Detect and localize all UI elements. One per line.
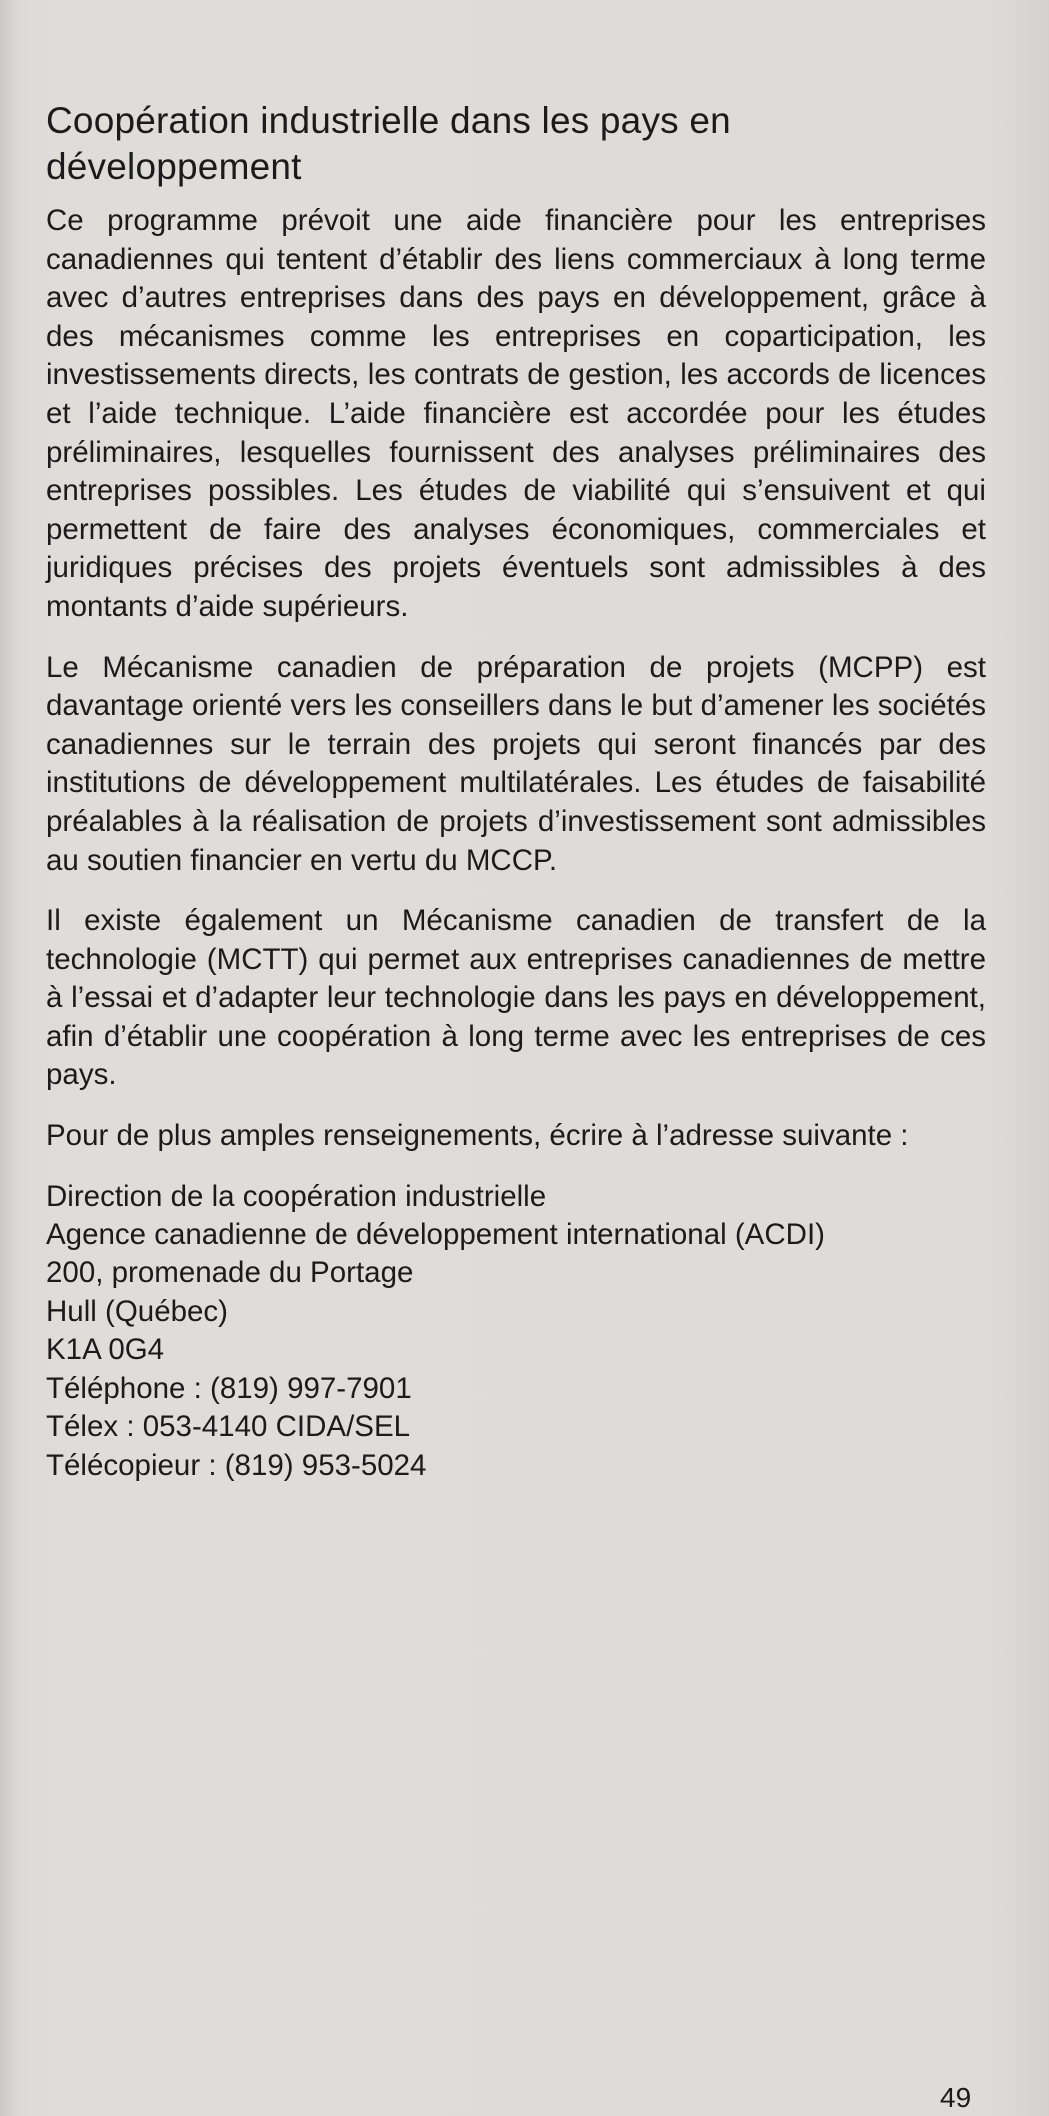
page-number: 49 <box>940 2082 972 2113</box>
address-line-fax: Télécopieur : (819) 953-5024 <box>46 1448 427 1482</box>
paragraph-contact-intro: Pour de plus amples renseignements, écrire à l’adresse suivante : <box>46 1119 909 1153</box>
address-line-telephone: Téléphone : (819) 997-7901 <box>46 1371 412 1405</box>
address-line-postal-code: K1A 0G4 <box>46 1333 165 1367</box>
paragraph-mctt: Il existe également un Mécanisme canadien de transfert de la technologie (MCTT) qui permet aux entreprises canadiennes de mettre à l’essai et d’adapter leur technologie dans les pays en développement, afin d’établir une coopération à long terme avec les entreprises de ces pays. <box>46 904 986 1092</box>
address-line-street: 200, promenade du Portage <box>46 1256 414 1290</box>
contact-address <box>46 1178 986 1485</box>
section-heading: Coopération industrielle dans les pays en développement <box>46 100 731 187</box>
paragraph-program-description: Ce programme prévoit une aide financière pour les entreprises canadiennes qui tentent d’établir des liens commerciaux à long terme avec d’autres entreprises dans des pays en développement, grâce à des mécanismes comme les entreprises en coparticipation, les investissements directs, les contrats de gestion, les accords de licences et l’aide technique. L’aide financière est accordée pour les études préliminaires, lesquelles fournissent des analyses préliminaires des entreprises possibles. Les études de viabilité qui s’ensuivent et qui permettent de faire des analyses économiques, commerciales et juridiques précises des projets éventuels sont admissibles à des montants d’aide supérieurs. <box>46 204 986 623</box>
address-line-city: Hull (Québec) <box>46 1294 228 1328</box>
address-line-organization-unit: Direction de la coopération industrielle <box>46 1179 547 1213</box>
page-content <box>46 98 986 1485</box>
address-line-agency: Agence canadienne de développement international (ACDI) <box>46 1218 825 1252</box>
address-line-telex: Télex : 053-4140 CIDA/SEL <box>46 1410 411 1444</box>
paragraph-mcpp: Le Mécanisme canadien de préparation de projets (MCPP) est davantage orienté vers les conseillers dans le but d’amener les sociétés canadiennes sur le terrain des projets qui seront financés par des institutions de développement multilatérales. Les études de faisabilité préalables à la réalisation de projets d’investissement sont admissibles au soutien financier en vertu du MCCP. <box>46 650 986 877</box>
